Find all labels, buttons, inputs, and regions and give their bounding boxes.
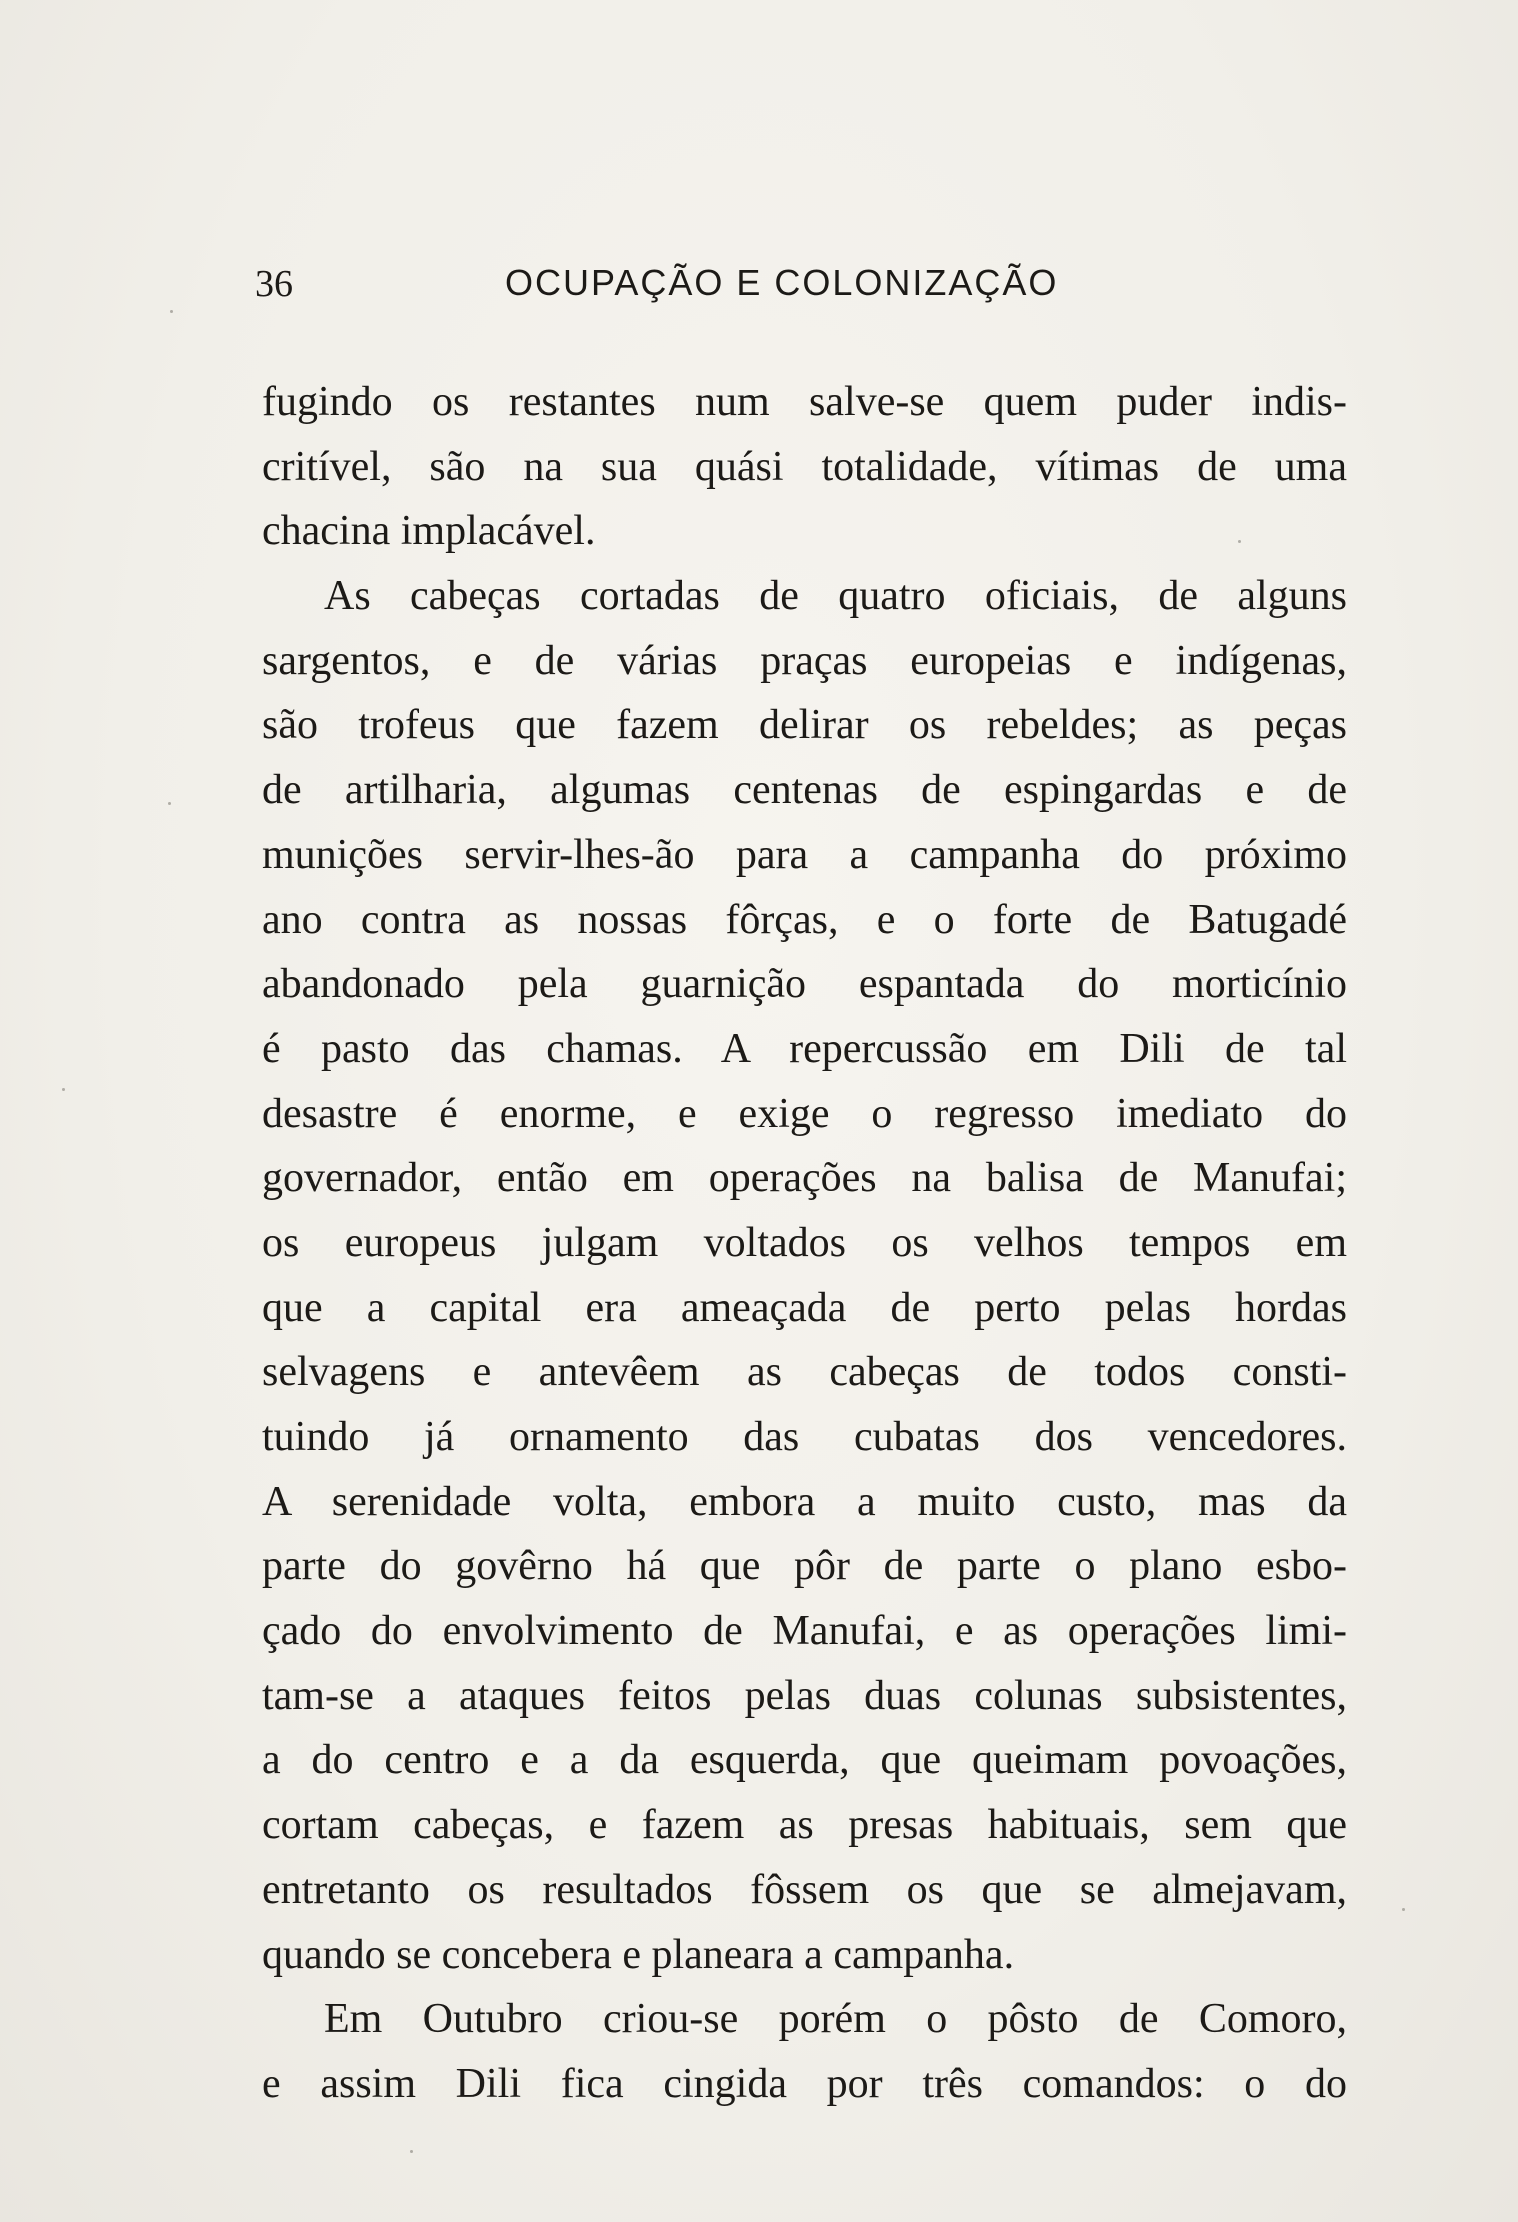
scan-speck — [1238, 540, 1241, 543]
text-line: sargentos, e de várias praças europeias e indígenas, — [262, 637, 1347, 684]
text-line: parte do govêrno há que pôr de parte o plano esbo- — [262, 1543, 1347, 1590]
text-line: A serenidade volta, embora a muito custo, mas da — [262, 1478, 1347, 1525]
text-line: que a capital era ameaçada de perto pelas hordas — [262, 1284, 1347, 1331]
text-line: ano contra as nossas fôrças, e o forte de Batugadé — [262, 896, 1347, 943]
page-number: 36 — [255, 263, 293, 305]
text-line: de artilharia, algumas centenas de espingardas e de — [262, 767, 1347, 814]
page-header — [255, 262, 1355, 312]
body-text — [262, 370, 1347, 2117]
scan-speck — [168, 802, 171, 805]
text-line: abandonado pela guarnição espantada do morticínio — [262, 961, 1347, 1008]
text-line: selvagens e antevêem as cabeças de todos consti- — [262, 1349, 1347, 1396]
text-line: quando se concebera e planeara a campanha. — [262, 1931, 1015, 1978]
text-line: Em Outubro criou-se porém o pôsto de Comoro, — [324, 1996, 1347, 2043]
text-line: tuindo já ornamento das cubatas dos vencedores. — [262, 1414, 1347, 1460]
text-line: chacina implacável. — [262, 508, 596, 555]
text-line: tam-se a ataques feitos pelas duas colunas subsistentes, — [262, 1672, 1347, 1719]
text-line: os europeus julgam voltados os velhos tempos em — [262, 1219, 1347, 1266]
text-line: munições servir-lhes-ão para a campanha do próximo — [262, 831, 1347, 878]
text-line: a do centro e a da esquerda, que queimam povoações, — [262, 1737, 1347, 1784]
text-line: governador, então em operações na balisa de Manufai; — [262, 1155, 1347, 1202]
running-title: OCUPAÇÃO E COLONIZAÇÃO — [505, 262, 1059, 303]
text-line: cortam cabeças, e fazem as presas habituais, sem que — [262, 1802, 1347, 1849]
text-line: critível, são na sua quási totalidade, vítimas de uma — [262, 443, 1347, 490]
scan-speck — [1402, 1908, 1405, 1911]
text-line: As cabeças cortadas de quatro oficiais, de alguns — [324, 573, 1347, 620]
text-line: fugindo os restantes num salve-se quem puder indis- — [262, 379, 1347, 425]
scan-speck — [62, 1088, 65, 1091]
text-line: é pasto das chamas. A repercussão em Dili de tal — [262, 1025, 1347, 1072]
scan-speck — [170, 310, 173, 313]
text-line: entretanto os resultados fôssem os que se almejavam, — [262, 1866, 1347, 1913]
text-line: são trofeus que fazem delirar os rebeldes; as peças — [262, 702, 1347, 749]
text-line: çado do envolvimento de Manufai, e as operações limi- — [262, 1608, 1347, 1655]
text-line: desastre é enorme, e exige o regresso imediato do — [262, 1090, 1347, 1137]
scan-speck — [410, 2150, 413, 2153]
text-line: e assim Dili fica cingida por três comandos: o do — [262, 2060, 1347, 2107]
